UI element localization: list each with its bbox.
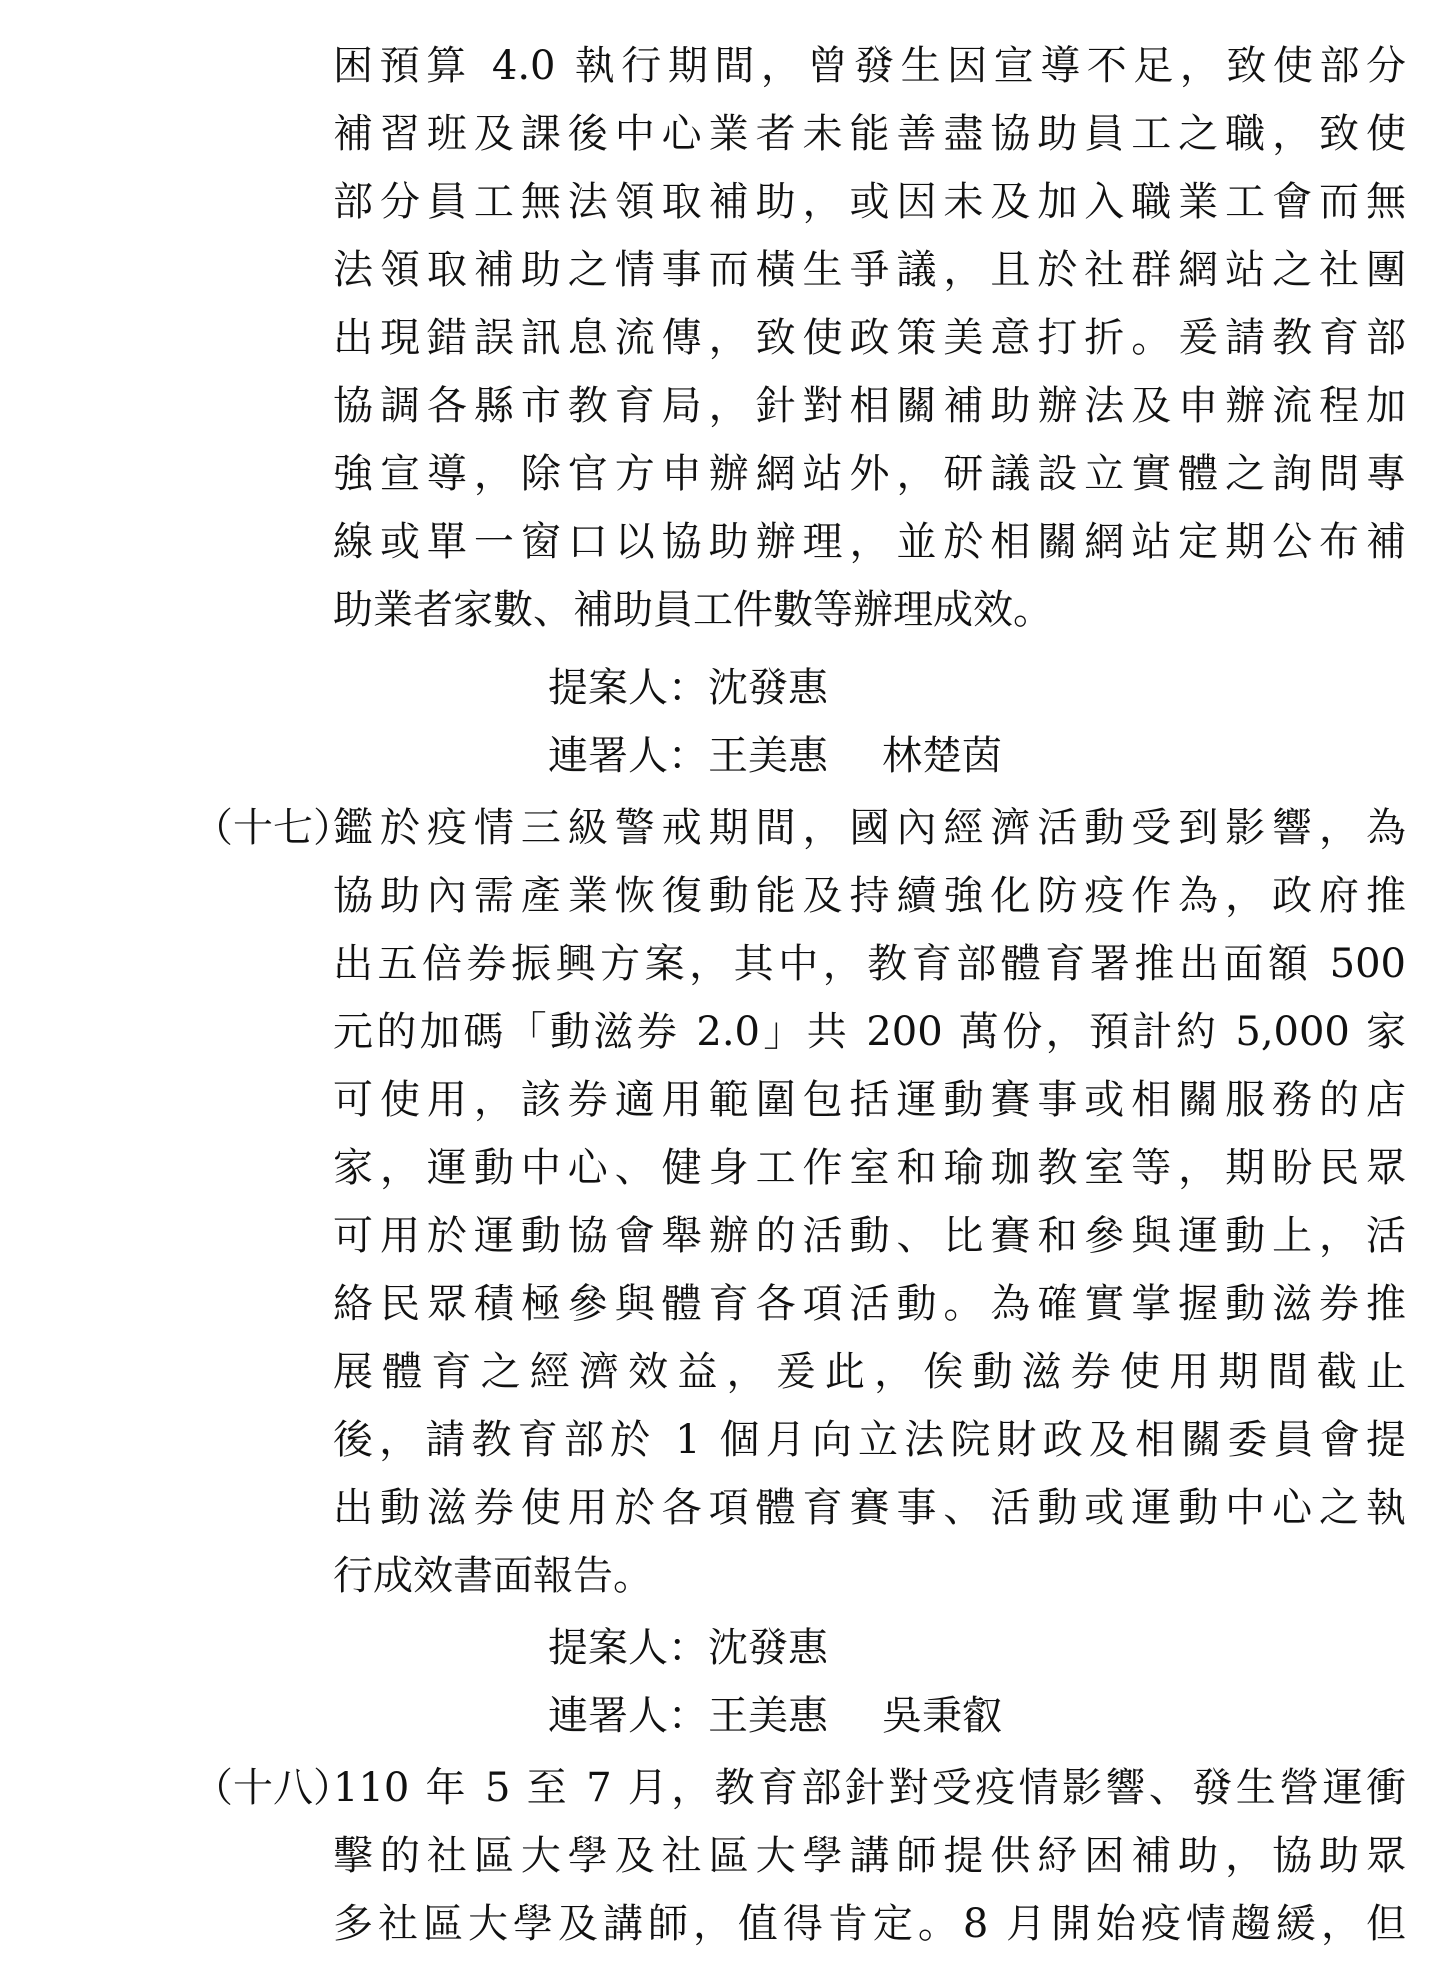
- text-line: 補習班及課後中心業者未能善盡協助員工之職，致使: [333, 111, 1406, 157]
- text-line: 可使用，該券適用範圍包括運動賽事或相關服務的店: [333, 1077, 1406, 1123]
- text-line: 線或單一窗口以協助辦理，並於相關網站定期公布補: [333, 519, 1406, 565]
- text-line: 助業者家數、補助員工件數等辦理成效。: [333, 587, 1053, 633]
- text-line: 後，請教育部於 1 個月向立法院財政及相關委員會提: [333, 1417, 1406, 1463]
- cosigners: [548, 722, 1002, 790]
- text-line: 可用於運動協會舉辦的活動、比賽和參與運動上，活: [333, 1213, 1406, 1259]
- text-line: 多社區大學及講師，值得肯定。8 月開始疫情趨緩，但: [333, 1901, 1406, 1947]
- proposer: 提案人：沈發惠: [548, 665, 828, 711]
- cosigner-1: 連署人：王美惠: [548, 733, 828, 779]
- text-line: 絡民眾積極參與體育各項活動。為確實掌握動滋券推: [333, 1281, 1406, 1327]
- text-line: 出現錯誤訊息流傳，致使政策美意打折。爰請教育部: [333, 315, 1406, 361]
- cosigner-1: 連署人：王美惠: [548, 1693, 828, 1739]
- text-line: 法領取補助之情事而橫生爭議，且於社群網站之社團: [333, 247, 1406, 293]
- text-line: 部分員工無法領取補助，或因未及加入職業工會而無: [333, 179, 1406, 225]
- text-line: 家，運動中心、健身工作室和瑜珈教室等，期盼民眾: [333, 1145, 1406, 1191]
- proposer: 提案人：沈發惠: [548, 1625, 828, 1671]
- text-line: 出動滋券使用於各項體育賽事、活動或運動中心之執: [333, 1485, 1406, 1531]
- text-line: 強宣導，除官方申辦網站外，研議設立實體之詢問專: [333, 451, 1406, 497]
- item-marker: （十七）: [193, 805, 353, 851]
- text-line: 協助內需產業恢復動能及持續強化防疫作為，政府推: [333, 873, 1406, 919]
- text-line: 元的加碼「動滋券 2.0」共 200 萬份，預計約 5,000 家: [333, 1009, 1406, 1055]
- text-line: 擊的社區大學及社區大學講師提供紓困補助，協助眾: [333, 1833, 1406, 1879]
- text-line: 鑑於疫情三級警戒期間，國內經濟活動受到影響，為: [333, 805, 1406, 851]
- cosigner-2: 吳秉叡: [882, 1693, 1002, 1739]
- text-line: 協調各縣市教育局，針對相關補助辦法及申辦流程加: [333, 383, 1406, 429]
- item-marker: （十八）: [193, 1765, 353, 1811]
- cosigner-2: 林楚茵: [882, 733, 1002, 779]
- text-line: 110 年 5 至 7 月，教育部針對受疫情影響、發生營運衝: [333, 1765, 1406, 1811]
- cosigners: [548, 1682, 1002, 1750]
- text-line: 行成效書面報告。: [333, 1553, 653, 1599]
- text-line: 展體育之經濟效益，爰此，俟動滋券使用期間截止: [333, 1349, 1406, 1395]
- text-line: 困預算 4.0 執行期間，曾發生因宣導不足，致使部分: [333, 43, 1406, 89]
- text-line: 出五倍券振興方案，其中，教育部體育署推出面額 500: [333, 941, 1406, 987]
